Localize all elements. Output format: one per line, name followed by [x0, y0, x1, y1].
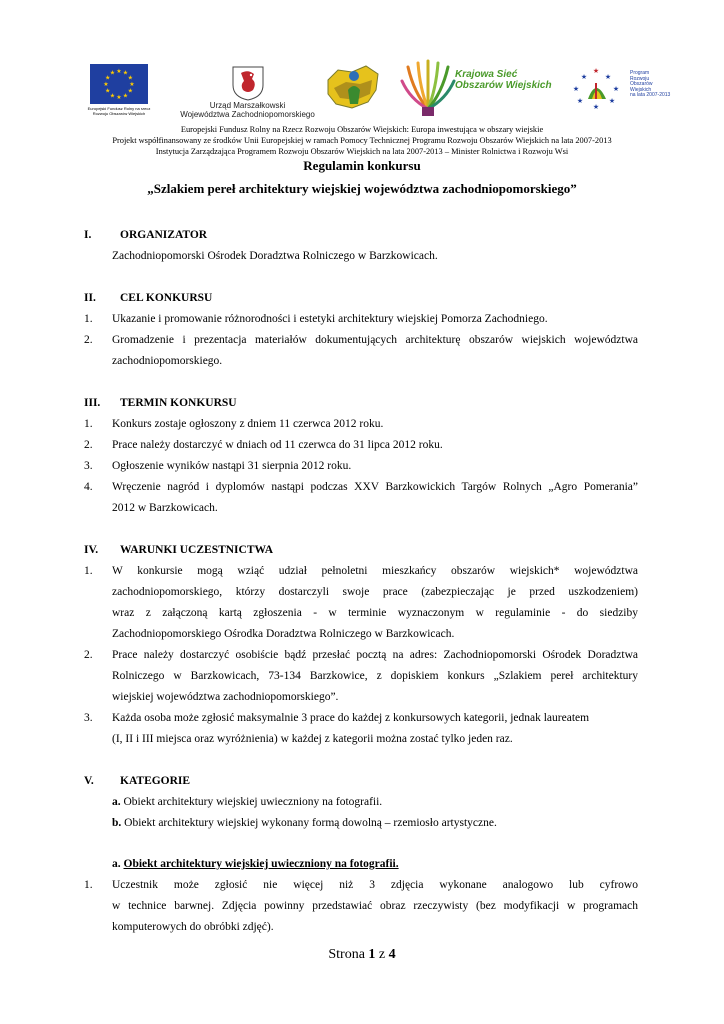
- svg-text:★: ★: [129, 81, 135, 88]
- section-3-number: III.: [84, 397, 101, 409]
- page-footer: [0, 947, 724, 963]
- s4-item-2-line-2: Rolniczego w Barzkowicach, 73-134 Barzkowice, z dopiskiem konkurs „Szlakiem pereł architektury: [112, 670, 638, 682]
- section-4-number: IV.: [84, 544, 99, 556]
- svg-text:★: ★: [127, 87, 133, 95]
- category-b: [112, 817, 497, 829]
- s4-item-3-line-2: (I, II i III miejsca oraz wyróżnienia) w każdej z kategorii można zostać tylko jeden raz.: [112, 733, 513, 745]
- svg-text:★: ★: [608, 97, 616, 105]
- marshal-office-line2: Województwa Zachodniopomorskiego: [180, 109, 315, 119]
- s2-item-2-number: 2.: [84, 334, 93, 346]
- griffin-crest-icon: [231, 65, 265, 101]
- header-line-1: [0, 125, 724, 134]
- svg-text:★: ★: [109, 69, 116, 77]
- s4-item-1-line-2: zachodniopomorskiego, którzy dostarczyli swoje prace (zabezpieczając je przed uszkodzeniem): [112, 586, 638, 598]
- subsection-a-title: Obiekt architektury wiejskiej uwieczniony na fotografii.: [123, 858, 399, 870]
- header-line-1-text: Europejski Fundusz Rolny na Rzecz Rozwoju Obszarów Wiejskich: Europa inwestująca w obszary wiejskie: [180, 125, 544, 134]
- s5-item-1-number: 1.: [84, 879, 93, 891]
- s3-item-2-text: Prace należy dostarczyć w dniach od 11 czerwca do 31 lipca 2012 roku.: [112, 439, 443, 451]
- prow-line5: na lata 2007-2013: [630, 92, 671, 99]
- svg-text:★: ★: [572, 85, 580, 93]
- svg-text:★: ★: [116, 94, 122, 101]
- eu-stars-icon: [90, 64, 148, 104]
- svg-text:★: ★: [109, 92, 116, 100]
- s3-item-3-number: 3.: [84, 460, 93, 472]
- s2-item-1-text: Ukazanie i promowanie różnorodności i estetyki architektury wiejskiej Pomorza Zachodniego.: [112, 313, 548, 325]
- ksow-line1: Krajowa Sieć: [455, 69, 518, 80]
- svg-text:★: ★: [105, 87, 111, 95]
- ksow-label: [455, 69, 552, 91]
- s4-item-1-line-3: wraz z załączoną kartą zgłoszenia - w terminie wyznaczonym w regulaminie - do siedziby: [112, 607, 638, 619]
- marshal-office-line1: Urząd Marszałkowski: [209, 101, 286, 110]
- category-b-label: b.: [112, 817, 122, 829]
- s2-item-2-line-2: zachodniopomorskiego.: [112, 355, 223, 367]
- s4-item-3-number: 3.: [84, 712, 93, 724]
- svg-text:★: ★: [122, 69, 129, 77]
- subsection-a-heading: [112, 858, 399, 870]
- svg-text:★: ★: [103, 81, 109, 88]
- section-5-title: KATEGORIE: [120, 775, 191, 787]
- prow-line4: Wiejskich: [630, 86, 652, 93]
- prow-line2: Rozwoju: [630, 75, 650, 82]
- svg-text:★: ★: [122, 92, 129, 100]
- eu-flag-logo: [90, 64, 148, 104]
- category-b-text: Obiekt architektury wiejskiej wykonany formą dowolną – rzemiosło artystyczne.: [124, 817, 497, 829]
- s4-item-1-line-1: W konkursie mogą wziąć udział pełnoletni mieszkańcy obszarów wiejskich* województwa: [112, 565, 638, 577]
- s3-item-2-number: 2.: [84, 439, 93, 451]
- s3-item-4-number: 4.: [84, 481, 93, 493]
- ksow-line2: Obszarów Wiejskich: [455, 80, 552, 91]
- category-a-label: a.: [112, 796, 121, 808]
- section-5-number: V.: [84, 775, 94, 787]
- s2-item-2-line-1: Gromadzenie i prezentacja materiałów dokumentujących architekturę obszarów wiejskich województwa: [112, 334, 638, 346]
- s5-item-1-line-2: w technice barwnej. Zdjęcia powinny przedstawiać obraz rzeczywisty (bez modyfikacji w programach: [112, 900, 638, 912]
- current-page: 1: [368, 947, 376, 962]
- eu-caption: Europejski Fundusz Rolny na rzecz Rozwoju Obszarów Wiejskich: [87, 106, 151, 116]
- header-line-3: Instytucja Zarządzająca Programem Rozwoju Obszarów Wiejskich na lata 2007-2013 – Minister Rolnictwa i Rozwoju Wsi: [155, 147, 569, 156]
- header-line-2: Projekt współfinansowany ze środków Unii Europejskiej w ramach Pomocy Technicznej Programu Rozwoju Obszarów Wiejskich na lata 2007-2013: [112, 136, 612, 145]
- s3-item-4-line-2: 2012 w Barzkowicach.: [112, 502, 218, 514]
- svg-text:★: ★: [604, 73, 612, 81]
- s3-item-4-line-1: Wręczenie nagród i dyplomów nastąpi podczas XXV Barzkowickich Targów Rolnych „Agro Pomerania”: [112, 481, 638, 493]
- s3-item-1-text: Konkurs zostaje ogłoszony z dniem 11 czerwca 2012 roku.: [112, 418, 384, 430]
- category-a-text: Obiekt architektury wiejskiej uwieczniony na fotografii.: [123, 796, 383, 808]
- prow-logo-icon: [566, 63, 626, 113]
- footer-separator: z: [378, 947, 386, 962]
- s5-item-1-line-1: Uczestnik może zgłosić nie więcej niż 3 zdjęcia wykonane analogowo lub cyfrowo: [112, 879, 638, 891]
- s4-item-1-number: 1.: [84, 565, 93, 577]
- section-3-title: TERMIN KONKURSU: [120, 397, 237, 409]
- svg-text:★: ★: [612, 85, 620, 93]
- svg-text:★: ★: [592, 67, 600, 75]
- category-a: [112, 796, 382, 808]
- svg-text:★: ★: [576, 97, 584, 105]
- s4-item-3-line-1: Każda osoba może zgłosić maksymalnie 3 prace do każdej z konkursowych kategorii, jednak laureatem: [112, 712, 590, 724]
- footer-prefix: Strona: [328, 947, 365, 962]
- section-1-title: ORGANIZATOR: [120, 229, 208, 241]
- region-map-logo-icon: [322, 60, 384, 115]
- svg-text:★: ★: [105, 74, 111, 82]
- svg-text:★: ★: [580, 73, 588, 81]
- s2-item-1-number: 1.: [84, 313, 93, 325]
- document-title: Regulamin konkursu: [303, 158, 421, 173]
- s4-item-2-line-1: Prace należy dostarczyć osobiście bądź przesłać pocztą na adres: Zachodniopomorski Ośrodek Doradztwa: [112, 649, 638, 661]
- section-2-title: CEL KONKURSU: [120, 292, 213, 304]
- prow-line3: Obszarów: [630, 81, 653, 88]
- s4-item-2-number: 2.: [84, 649, 93, 661]
- marshal-office-label: [180, 102, 315, 119]
- svg-text:★: ★: [127, 74, 133, 82]
- section-4-title: WARUNKI UCZESTNICTWA: [120, 544, 274, 556]
- prow-label: [630, 71, 670, 99]
- svg-text:★: ★: [592, 103, 600, 111]
- subsection-a-label: a.: [112, 858, 121, 870]
- s4-item-1-line-4: Zachodniopomorskiego Ośrodka Doradztwa Rolniczego w Barzkowicach.: [112, 628, 455, 640]
- s4-item-2-line-3: wiejskiej województwa zachodniopomorskiego”.: [112, 691, 339, 703]
- contest-name: „Szlakiem pereł architektury wiejskiej województwa zachodniopomorskiego”: [147, 181, 577, 196]
- organizer-text: Zachodniopomorski Ośrodek Doradztwa Rolniczego w Barzkowicach.: [112, 250, 438, 262]
- s5-item-1-line-3: komputerowych do obróbki zdjęć).: [112, 921, 274, 933]
- s3-item-3-text: Ogłoszenie wyników nastąpi 31 sierpnia 2012 roku.: [112, 460, 352, 472]
- prow-line1: Program: [630, 70, 650, 76]
- s3-item-1-number: 1.: [84, 418, 93, 430]
- logo-bar: [0, 55, 724, 125]
- section-1-number: I.: [84, 229, 92, 241]
- total-pages: 4: [388, 947, 396, 962]
- section-2-number: II.: [84, 292, 96, 304]
- svg-text:★: ★: [116, 68, 122, 75]
